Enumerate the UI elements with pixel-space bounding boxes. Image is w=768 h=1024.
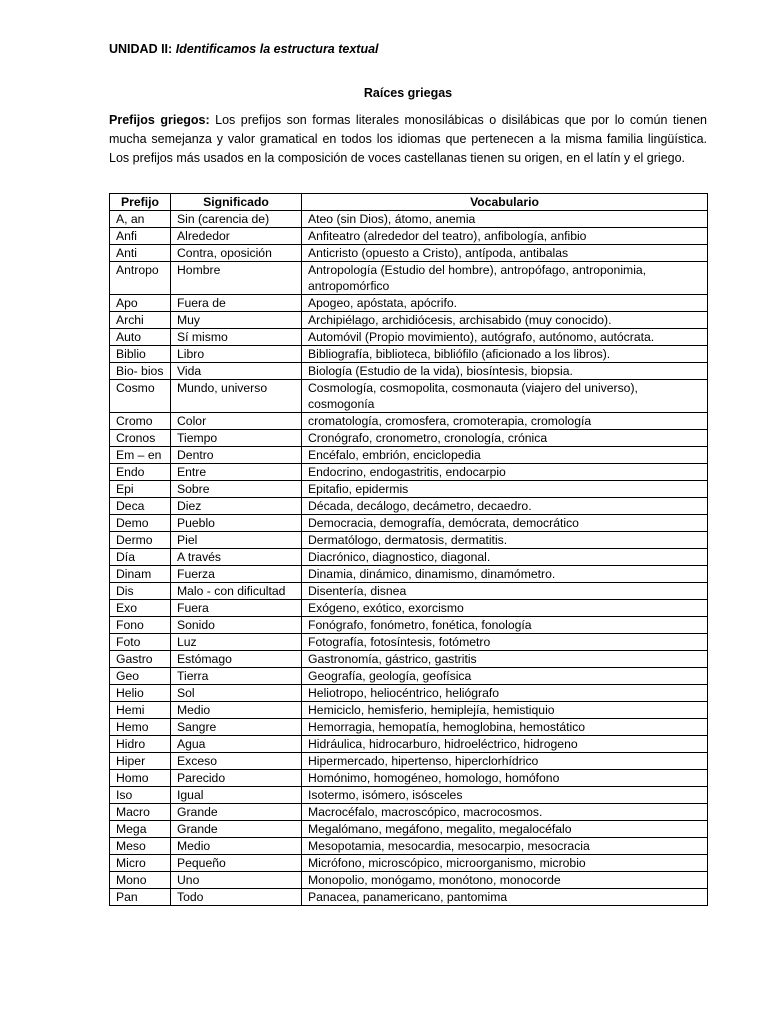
meaning-cell: Piel	[171, 532, 302, 549]
prefix-cell: Dinam	[110, 566, 171, 583]
prefix-cell: Bio- bios	[110, 363, 171, 380]
prefix-cell: Endo	[110, 464, 171, 481]
table-row	[110, 838, 708, 855]
prefix-cell: A, an	[110, 211, 171, 228]
vocabulary-cell: Fonógrafo, fonómetro, fonética, fonología	[302, 617, 708, 634]
meaning-cell: Igual	[171, 787, 302, 804]
table-row	[110, 753, 708, 770]
table-row	[110, 464, 708, 481]
vocabulary-cell: Diacrónico, diagnostico, diagonal.	[302, 549, 708, 566]
table-row	[110, 583, 708, 600]
intro-label: Prefijos griegos:	[109, 113, 210, 127]
header-prefijo: Prefijo	[110, 194, 171, 211]
vocabulary-cell: Mesopotamia, mesocardia, mesocarpio, mesocracia	[302, 838, 708, 855]
table-row	[110, 821, 708, 838]
prefix-cell: Fono	[110, 617, 171, 634]
prefix-cell: Cromo	[110, 413, 171, 430]
prefix-cell: Apo	[110, 295, 171, 312]
meaning-cell: Vida	[171, 363, 302, 380]
vocabulary-cell: Automóvil (Propio movimiento), autógrafo, autónomo, autócrata.	[302, 329, 708, 346]
meaning-cell: Libro	[171, 346, 302, 363]
meaning-cell: Pueblo	[171, 515, 302, 532]
meaning-cell: Sí mismo	[171, 329, 302, 346]
prefix-cell: Mono	[110, 872, 171, 889]
meaning-cell: Sonido	[171, 617, 302, 634]
prefix-cell: Epi	[110, 481, 171, 498]
vocabulary-cell: Micrófono, microscópico, microorganismo, microbio	[302, 855, 708, 872]
vocabulary-cell: Hemorragia, hemopatía, hemoglobina, hemostático	[302, 719, 708, 736]
meaning-cell: Fuera de	[171, 295, 302, 312]
vocabulary-cell: Ateo (sin Dios), átomo, anemia	[302, 211, 708, 228]
table-row	[110, 668, 708, 685]
vocabulary-cell: Isotermo, isómero, isósceles	[302, 787, 708, 804]
meaning-cell: Alrededor	[171, 228, 302, 245]
table-row	[110, 245, 708, 262]
prefix-cell: Mega	[110, 821, 171, 838]
meaning-cell: Hombre	[171, 262, 302, 295]
table-row	[110, 498, 708, 515]
meaning-cell: Entre	[171, 464, 302, 481]
table-row	[110, 481, 708, 498]
prefix-cell: Foto	[110, 634, 171, 651]
prefix-cell: Demo	[110, 515, 171, 532]
table-row	[110, 804, 708, 821]
vocabulary-cell: Endocrino, endogastritis, endocarpio	[302, 464, 708, 481]
unit-label: UNIDAD II:	[109, 42, 173, 56]
vocabulary-cell: Epitafio, epidermis	[302, 481, 708, 498]
meaning-cell: Malo - con dificultad	[171, 583, 302, 600]
table-row	[110, 685, 708, 702]
table-row	[110, 702, 708, 719]
meaning-cell: Diez	[171, 498, 302, 515]
prefix-cell: Hemo	[110, 719, 171, 736]
vocabulary-cell: Anticristo (opuesto a Cristo), antípoda, antibalas	[302, 245, 708, 262]
table-row	[110, 600, 708, 617]
meaning-cell: Tierra	[171, 668, 302, 685]
vocabulary-cell: Cronógrafo, cronometro, cronología, crónica	[302, 430, 708, 447]
meaning-cell: Fuera	[171, 600, 302, 617]
table-row	[110, 872, 708, 889]
table-row	[110, 617, 708, 634]
prefix-cell: Macro	[110, 804, 171, 821]
table-row	[110, 346, 708, 363]
intro-paragraph	[109, 111, 707, 169]
table-row	[110, 532, 708, 549]
vocabulary-cell: Apogeo, apóstata, apócrifo.	[302, 295, 708, 312]
prefix-cell: Día	[110, 549, 171, 566]
meaning-cell: Muy	[171, 312, 302, 329]
meaning-cell: Estómago	[171, 651, 302, 668]
prefix-cell: Cosmo	[110, 380, 171, 413]
unit-heading	[109, 42, 379, 56]
prefix-table	[109, 193, 708, 906]
vocabulary-cell: Hipermercado, hipertenso, hiperclorhídrico	[302, 753, 708, 770]
meaning-cell: Parecido	[171, 770, 302, 787]
meaning-cell: Agua	[171, 736, 302, 753]
table-body	[110, 211, 708, 906]
table-row	[110, 787, 708, 804]
vocabulary-cell: Exógeno, exótico, exorcismo	[302, 600, 708, 617]
vocabulary-cell: Archipiélago, archidiócesis, archisabido (muy conocido).	[302, 312, 708, 329]
prefix-cell: Pan	[110, 889, 171, 906]
meaning-cell: Medio	[171, 702, 302, 719]
vocabulary-cell: Democracia, demografía, demócrata, democrático	[302, 515, 708, 532]
vocabulary-cell: Bibliografía, biblioteca, bibliófilo (aficionado a los libros).	[302, 346, 708, 363]
prefix-cell: Geo	[110, 668, 171, 685]
prefix-cell: Micro	[110, 855, 171, 872]
table-row	[110, 889, 708, 906]
meaning-cell: Pequeño	[171, 855, 302, 872]
meaning-cell: Uno	[171, 872, 302, 889]
table-row	[110, 413, 708, 430]
meaning-cell: A través	[171, 549, 302, 566]
vocabulary-cell: cromatología, cromosfera, cromoterapia, cromología	[302, 413, 708, 430]
table-row	[110, 363, 708, 380]
prefix-cell: Gastro	[110, 651, 171, 668]
prefix-cell: Cronos	[110, 430, 171, 447]
table-row	[110, 651, 708, 668]
vocabulary-cell: Biología (Estudio de la vida), biosíntesis, biopsia.	[302, 363, 708, 380]
table-row	[110, 447, 708, 464]
vocabulary-cell: Hidráulica, hidrocarburo, hidroeléctrico, hidrogeno	[302, 736, 708, 753]
prefix-cell: Auto	[110, 329, 171, 346]
vocabulary-cell: Macrocéfalo, macroscópico, macrocosmos.	[302, 804, 708, 821]
prefix-cell: Dermo	[110, 532, 171, 549]
table-row	[110, 312, 708, 329]
table-row	[110, 855, 708, 872]
vocabulary-cell: Década, decálogo, decámetro, decaedro.	[302, 498, 708, 515]
vocabulary-cell: Fotografía, fotosíntesis, fotómetro	[302, 634, 708, 651]
meaning-cell: Sol	[171, 685, 302, 702]
table-row	[110, 380, 708, 413]
table-row	[110, 211, 708, 228]
unit-title: Identificamos la estructura textual	[175, 42, 379, 56]
vocabulary-cell: Cosmología, cosmopolita, cosmonauta (viajero del universo), cosmogonía	[302, 380, 708, 413]
table-row	[110, 770, 708, 787]
vocabulary-cell: Hemiciclo, hemisferio, hemiplejía, hemistiquio	[302, 702, 708, 719]
meaning-cell: Todo	[171, 889, 302, 906]
table-row	[110, 262, 708, 295]
table-row	[110, 736, 708, 753]
prefix-cell: Hiper	[110, 753, 171, 770]
vocabulary-cell: Dermatólogo, dermatosis, dermatitis.	[302, 532, 708, 549]
meaning-cell: Fuerza	[171, 566, 302, 583]
vocabulary-cell: Heliotropo, heliocéntrico, heliógrafo	[302, 685, 708, 702]
prefix-cell: Dis	[110, 583, 171, 600]
prefix-cell: Meso	[110, 838, 171, 855]
prefix-cell: Exo	[110, 600, 171, 617]
meaning-cell: Mundo, universo	[171, 380, 302, 413]
meaning-cell: Medio	[171, 838, 302, 855]
prefix-cell: Biblio	[110, 346, 171, 363]
table-row	[110, 634, 708, 651]
vocabulary-cell: Encéfalo, embrión, enciclopedia	[302, 447, 708, 464]
vocabulary-cell: Megalómano, megáfono, megalito, megalocéfalo	[302, 821, 708, 838]
prefix-cell: Hemi	[110, 702, 171, 719]
vocabulary-cell: Monopolio, monógamo, monótono, monocorde	[302, 872, 708, 889]
meaning-cell: Exceso	[171, 753, 302, 770]
vocabulary-cell: Dinamia, dinámico, dinamismo, dinamómetro.	[302, 566, 708, 583]
meaning-cell: Sobre	[171, 481, 302, 498]
table-row	[110, 329, 708, 346]
table-row	[110, 295, 708, 312]
prefix-cell: Deca	[110, 498, 171, 515]
vocabulary-cell: Panacea, panamericano, pantomima	[302, 889, 708, 906]
meaning-cell: Contra, oposición	[171, 245, 302, 262]
table-row	[110, 228, 708, 245]
table-row	[110, 719, 708, 736]
meaning-cell: Grande	[171, 804, 302, 821]
vocabulary-cell: Geografía, geología, geofísica	[302, 668, 708, 685]
prefix-cell: Hidro	[110, 736, 171, 753]
prefix-cell: Anfi	[110, 228, 171, 245]
meaning-cell: Tiempo	[171, 430, 302, 447]
header-vocabulario: Vocabulario	[302, 194, 708, 211]
prefix-cell: Anti	[110, 245, 171, 262]
vocabulary-cell: Gastronomía, gástrico, gastritis	[302, 651, 708, 668]
table-row	[110, 549, 708, 566]
table-row	[110, 430, 708, 447]
table-row	[110, 515, 708, 532]
prefix-cell: Antropo	[110, 262, 171, 295]
vocabulary-cell: Anfiteatro (alrededor del teatro), anfibología, anfibio	[302, 228, 708, 245]
meaning-cell: Sin (carencia de)	[171, 211, 302, 228]
prefix-cell: Iso	[110, 787, 171, 804]
meaning-cell: Dentro	[171, 447, 302, 464]
meaning-cell: Sangre	[171, 719, 302, 736]
header-significado: Significado	[171, 194, 302, 211]
vocabulary-cell: Disentería, disnea	[302, 583, 708, 600]
prefix-cell: Homo	[110, 770, 171, 787]
meaning-cell: Grande	[171, 821, 302, 838]
prefix-cell: Archi	[110, 312, 171, 329]
vocabulary-cell: Homónimo, homogéneo, homologo, homófono	[302, 770, 708, 787]
table-row	[110, 566, 708, 583]
intro-text: Los prefijos son formas literales monosilábicas o disilábicas que por lo común tienen mucha semejanza y valor gramatical en todos los idiomas que pertenecen a la misma familia lingüística. Los prefijos más usados en la composición de voces castellanas tienen su origen, en el latín y el griego.	[109, 113, 707, 166]
meaning-cell: Color	[171, 413, 302, 430]
page-title: Raíces griegas	[363, 86, 453, 100]
prefix-cell: Em – en	[110, 447, 171, 464]
vocabulary-cell: Antropología (Estudio del hombre), antropófago, antroponimia, antropomórfico	[302, 262, 708, 295]
table-header-row	[110, 194, 708, 211]
prefix-cell: Helio	[110, 685, 171, 702]
meaning-cell: Luz	[171, 634, 302, 651]
